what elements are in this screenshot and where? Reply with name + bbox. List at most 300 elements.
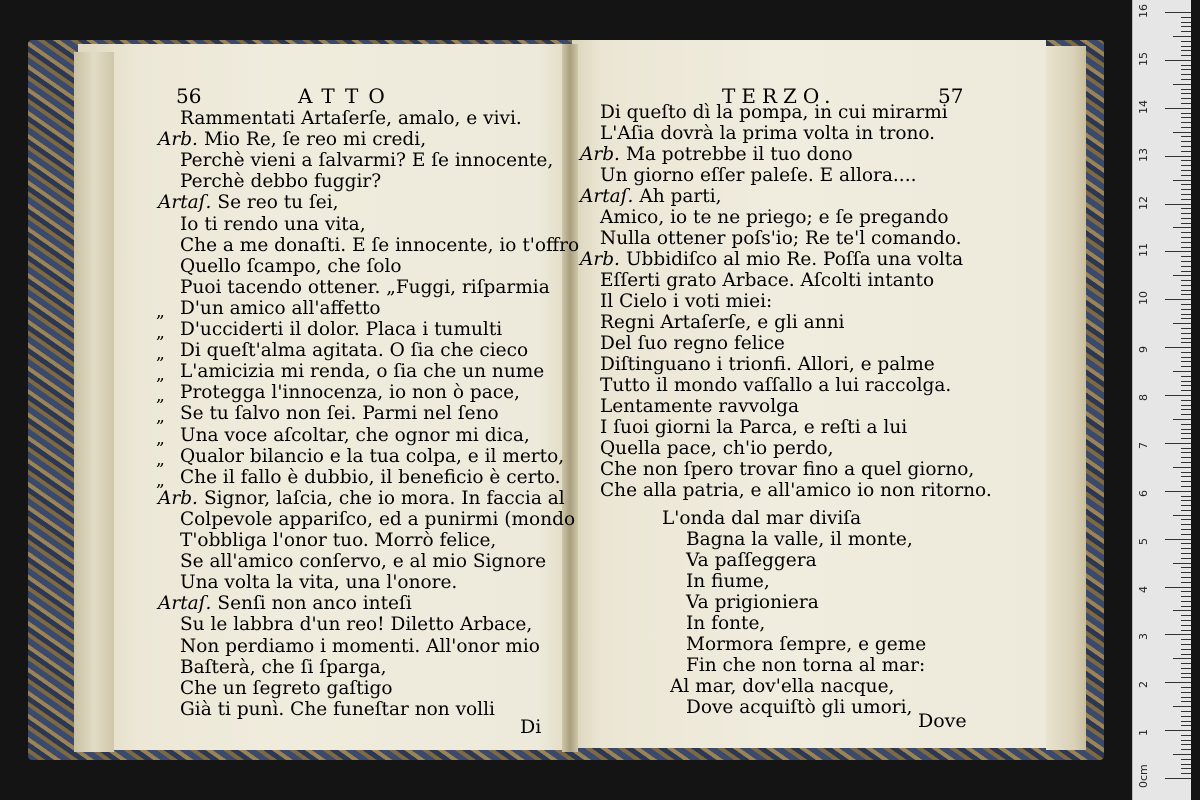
left-text-line xyxy=(158,595,412,614)
ruler-tick xyxy=(1181,692,1191,693)
ruler-tick xyxy=(1181,232,1191,233)
ruler-tick xyxy=(1181,735,1191,736)
ruler-tick xyxy=(1181,553,1191,554)
ruler-tick xyxy=(1181,429,1191,430)
left-text-line xyxy=(180,445,565,467)
ruler-tick xyxy=(1181,701,1191,702)
ruler-tick xyxy=(1181,93,1191,94)
line-text: Perchè vieni a ſalvarmi? E ſe innocente, xyxy=(180,150,554,172)
left-text-line xyxy=(180,297,381,319)
ruler-tick xyxy=(1181,194,1191,195)
line-text: Che alla patria, e all'amico io non ritorno. xyxy=(600,480,992,501)
line-text: L'amicizia mi renda, o ſia che un nume xyxy=(180,361,545,383)
ruler-tick xyxy=(1181,486,1191,487)
ruler-tick xyxy=(1181,333,1191,334)
ruler-label: 9 xyxy=(1137,346,1150,354)
ruler-tick xyxy=(1173,754,1191,755)
ruler-tick xyxy=(1181,567,1191,568)
ruler-tick xyxy=(1181,309,1191,310)
ruler-tick xyxy=(1181,26,1191,27)
right-text-line xyxy=(600,209,949,228)
ruler-tick xyxy=(1181,558,1191,559)
ruler-tick xyxy=(1181,290,1191,291)
ruler-tick xyxy=(1181,342,1191,343)
ruler-tick xyxy=(1165,156,1191,157)
left-text-line xyxy=(158,487,565,509)
right-text-line xyxy=(600,482,992,501)
ruler-label: 10 xyxy=(1137,291,1150,306)
ruler-tick xyxy=(1165,395,1191,396)
ruler-tick xyxy=(1181,208,1191,209)
ruler-tick xyxy=(1173,180,1191,181)
ruler-tick xyxy=(1181,338,1191,339)
speaker-label: Artaſ. xyxy=(580,186,634,207)
ruler-tick xyxy=(1181,314,1191,315)
ruler-tick xyxy=(1181,218,1191,219)
ruler-tick xyxy=(1181,79,1191,80)
line-text: Di queſt'alma agitata. O ſia che cieco xyxy=(180,340,529,362)
ruler-tick xyxy=(1181,405,1191,406)
ruler-tick xyxy=(1181,247,1191,248)
ruler-tick xyxy=(1181,639,1191,640)
right-text-line xyxy=(580,251,963,270)
speaker-label: Arb. xyxy=(158,129,198,151)
right-text-line xyxy=(580,188,722,207)
right-text-line xyxy=(600,104,948,123)
line-text: Già ti punì. Che funeſtar non volli xyxy=(180,698,495,720)
ruler-tick xyxy=(1181,65,1191,66)
ruler-tick xyxy=(1181,654,1191,655)
ruler-tick xyxy=(1181,534,1191,535)
speaker-label: Artaſ. xyxy=(158,593,212,615)
aria-line: Va paſſeggera xyxy=(686,550,817,571)
margin-quote-mark: „ xyxy=(156,407,165,428)
ruler-tick xyxy=(1181,151,1191,152)
left-text-line xyxy=(180,466,561,488)
margin-quote-mark: „ xyxy=(156,470,165,491)
left-text-line xyxy=(180,276,550,298)
aria-line: Mormora ſempre, e geme xyxy=(686,634,927,655)
ruler-tick xyxy=(1173,706,1191,707)
ruler-tick xyxy=(1165,60,1191,61)
ruler-label: 5 xyxy=(1137,537,1150,545)
right-text-line xyxy=(600,167,916,186)
line-text: Che non ſpero trovar fino a quel giorno, xyxy=(600,459,975,480)
ruler-tick xyxy=(1181,113,1191,114)
ruler-tick xyxy=(1181,457,1191,458)
ruler-tick xyxy=(1181,725,1191,726)
ruler-tick xyxy=(1181,50,1191,51)
ruler-tick xyxy=(1181,31,1191,32)
binding-stub xyxy=(74,52,114,752)
ruler-tick xyxy=(1181,409,1191,410)
ruler-tick xyxy=(1181,304,1191,305)
right-text-line xyxy=(600,419,907,438)
left-text-line xyxy=(180,574,457,593)
ruler-tick xyxy=(1181,644,1191,645)
left-text-line xyxy=(180,234,580,256)
speaker-label: Arb. xyxy=(580,249,620,270)
line-text: Quello ſcampo, che ſolo xyxy=(180,255,402,277)
line-text: Senſi non anco inteſi xyxy=(217,593,412,615)
ruler-tick xyxy=(1181,352,1191,353)
left-text-line xyxy=(180,424,530,446)
line-text: L'Aſia dovrà la prima volta in trono. xyxy=(600,123,936,144)
ruler-tick xyxy=(1181,572,1191,573)
ruler-tick xyxy=(1181,697,1191,698)
left-text-line xyxy=(180,255,402,277)
line-text: Ma potrebbe il tuo dono xyxy=(625,144,853,165)
ruler-tick xyxy=(1181,424,1191,425)
line-text: Tutto il mondo vaſſallo a lui raccolga. xyxy=(600,375,952,396)
left-text-line xyxy=(180,384,520,403)
ruler-tick xyxy=(1181,673,1191,674)
ruler-label: 8 xyxy=(1137,394,1150,401)
ruler-tick xyxy=(1181,591,1191,592)
right-running-head: TERZO. xyxy=(722,84,837,108)
left-text-line xyxy=(180,405,499,424)
left-text-line xyxy=(180,532,496,551)
ruler-tick xyxy=(1181,328,1191,329)
ruler-tick xyxy=(1173,371,1191,372)
ruler-tick xyxy=(1181,103,1191,104)
left-text-line xyxy=(180,553,546,572)
line-text: Rammentati Artaſerſe, amalo, e vivi. xyxy=(180,108,522,129)
ruler-label: 15 xyxy=(1137,51,1150,66)
ruler-tick xyxy=(1173,610,1191,611)
ruler-label: 1 xyxy=(1137,729,1150,737)
ruler-tick xyxy=(1165,682,1191,683)
aria-line: In fiume, xyxy=(686,571,770,592)
left-text-line xyxy=(158,131,426,150)
ruler-tick xyxy=(1181,400,1191,401)
ruler-tick xyxy=(1181,184,1191,185)
ruler-tick xyxy=(1181,577,1191,578)
ruler-tick xyxy=(1181,366,1191,367)
left-text-line xyxy=(180,698,495,720)
ruler-tick xyxy=(1181,606,1191,607)
line-text: Nulla ottener poſs'io; Re te'l comando. xyxy=(600,228,962,249)
line-text: Ubbidiſco al mio Re. Poſſa una volta xyxy=(625,249,964,270)
ruler-tick xyxy=(1173,323,1191,324)
line-text: Colpevole appariſco, ed a punirmi (mondo xyxy=(180,508,576,530)
left-text-line xyxy=(180,321,502,340)
ruler-tick xyxy=(1181,677,1191,678)
ruler-tick xyxy=(1181,596,1191,597)
ruler-tick xyxy=(1165,539,1191,540)
ruler-tick xyxy=(1181,500,1191,501)
ruler-tick xyxy=(1181,146,1191,147)
ruler-tick xyxy=(1181,242,1191,243)
right-text-line xyxy=(600,398,799,417)
ruler-tick xyxy=(1181,582,1191,583)
ruler-tick xyxy=(1181,433,1191,434)
left-text-line xyxy=(180,152,553,171)
ruler-tick xyxy=(1181,519,1191,520)
right-text-line xyxy=(600,461,974,480)
right-text-line xyxy=(600,230,962,249)
ruler-tick xyxy=(1181,543,1191,544)
line-text: Il Cielo i voti miei: xyxy=(600,291,773,312)
ruler-tick xyxy=(1181,381,1191,382)
ruler-tick xyxy=(1173,36,1191,37)
ruler-tick xyxy=(1181,165,1191,166)
ruler-tick xyxy=(1181,98,1191,99)
ruler-tick xyxy=(1173,275,1191,276)
ruler-label: 7 xyxy=(1137,441,1150,449)
left-text-line xyxy=(180,363,544,382)
line-text: Che il fallo è dubbio, il beneficio è certo. xyxy=(180,466,561,488)
line-text: Lentamente ravvolga xyxy=(600,396,799,417)
line-text: Puoi tacendo ottener. „Fuggi, riſparmia xyxy=(180,276,550,298)
ruler-tick xyxy=(1181,649,1191,650)
margin-quote-mark: „ xyxy=(156,323,165,343)
line-text: Signor, laſcia, che io mora. In faccia al xyxy=(203,487,565,509)
book-gutter xyxy=(562,44,578,752)
margin-quote-mark: „ xyxy=(156,449,165,470)
ruler-tick xyxy=(1181,223,1191,224)
ruler-label: 14 xyxy=(1137,99,1150,114)
ruler-tick xyxy=(1181,361,1191,362)
ruler-tick xyxy=(1165,347,1191,348)
ruler-tick xyxy=(1181,237,1191,238)
ruler-tick xyxy=(1181,136,1191,137)
left-text-line xyxy=(180,656,387,678)
ruler-tick xyxy=(1181,160,1191,161)
ruler-label: 12 xyxy=(1137,195,1150,210)
ruler-tick xyxy=(1181,189,1191,190)
left-page-number: 56 xyxy=(176,84,202,108)
left-text-line xyxy=(180,635,540,657)
ruler-tick xyxy=(1165,491,1191,492)
ruler-tick xyxy=(1181,357,1191,358)
left-text-line xyxy=(158,194,339,213)
ruler-tick xyxy=(1181,496,1191,497)
measurement-ruler xyxy=(1132,0,1191,800)
ruler-tick xyxy=(1181,687,1191,688)
ruler-tick xyxy=(1181,448,1191,449)
ruler-label: 6 xyxy=(1137,489,1150,497)
ruler-tick xyxy=(1181,122,1191,123)
ruler-tick xyxy=(1181,170,1191,171)
ruler-tick xyxy=(1181,716,1191,717)
line-text: Eſſerti grato Arbace. Aſcolti intanto xyxy=(600,270,935,291)
line-text: Un giorno eſſer paleſe. E allora.... xyxy=(600,165,917,186)
right-text-line xyxy=(600,125,935,144)
line-text: Se all'amico conſervo, e al mio Signore xyxy=(180,551,547,573)
ruler-tick xyxy=(1181,390,1191,391)
line-text: Amico, io te ne priego; e ſe pregando xyxy=(600,207,949,228)
ruler-tick xyxy=(1181,213,1191,214)
ruler-tick xyxy=(1181,668,1191,669)
ruler-tick xyxy=(1181,256,1191,257)
ruler-tick xyxy=(1165,778,1191,779)
line-text: Che un ſegreto gaſtigo xyxy=(180,677,393,699)
ruler-tick xyxy=(1181,625,1191,626)
ruler-tick xyxy=(1173,419,1191,420)
ruler-tick xyxy=(1181,768,1191,769)
ruler-tick xyxy=(1165,587,1191,588)
aria-line: In fonte, xyxy=(686,613,766,634)
ruler-label: 0cm xyxy=(1137,764,1150,788)
right-text-line xyxy=(580,146,853,165)
speaker-label: Arb. xyxy=(158,487,198,509)
ruler-tick xyxy=(1181,740,1191,741)
line-text: Protegga l'innocenza, io non ò pace, xyxy=(180,382,520,404)
line-text: I ſuoi giorni la Parca, e reſti a lui xyxy=(600,417,908,438)
ruler-tick xyxy=(1181,438,1191,439)
ruler-tick xyxy=(1181,117,1191,118)
ruler-label: 2 xyxy=(1137,681,1150,689)
line-text: Se reo tu ſei, xyxy=(217,192,339,214)
line-text: Del ſuo regno felice xyxy=(600,333,785,354)
ruler-tick xyxy=(1181,524,1191,525)
ruler-tick xyxy=(1173,227,1191,228)
ruler-tick xyxy=(1181,452,1191,453)
right-text-line xyxy=(600,440,834,459)
left-catchword: Di xyxy=(520,716,542,738)
ruler-tick xyxy=(1181,285,1191,286)
ruler-tick xyxy=(1181,505,1191,506)
right-text-line xyxy=(600,377,951,396)
left-text-line xyxy=(180,110,522,129)
right-text-line xyxy=(600,335,785,354)
ruler-tick xyxy=(1181,414,1191,415)
ruler-tick xyxy=(1181,261,1191,262)
ruler-tick xyxy=(1181,620,1191,621)
ruler-tick xyxy=(1181,759,1191,760)
margin-quote-mark: „ xyxy=(156,301,165,322)
left-text-line xyxy=(180,213,366,235)
margin-quote-mark: „ xyxy=(156,428,165,449)
margin-quote-mark: „ xyxy=(156,365,165,386)
line-text: Non perdiamo i momenti. All'onor mio xyxy=(180,635,540,657)
line-text: Su le labbra d'un reo! Diletto Arbace, xyxy=(180,614,533,636)
margin-quote-mark: „ xyxy=(156,344,165,365)
ruler-tick xyxy=(1173,132,1191,133)
ruler-tick xyxy=(1181,721,1191,722)
ruler-tick xyxy=(1181,529,1191,530)
ruler-tick xyxy=(1165,108,1191,109)
left-text-line xyxy=(180,508,576,530)
ruler-tick xyxy=(1173,563,1191,564)
line-text: Perchè debbo fuggir? xyxy=(180,171,382,193)
ruler-tick xyxy=(1165,730,1191,731)
speaker-label: Artaſ. xyxy=(158,192,212,214)
right-text-line xyxy=(600,272,934,291)
right-text-line xyxy=(600,293,772,312)
ruler-tick xyxy=(1181,141,1191,142)
line-text: Una voce aſcoltar, che ognor mi dica, xyxy=(180,424,530,446)
aria-line: Dove acquiſtò gli umori, xyxy=(686,697,913,718)
ruler-tick xyxy=(1181,22,1191,23)
line-text: Una volta la vita, una l'onore. xyxy=(180,572,458,594)
ruler-tick xyxy=(1181,199,1191,200)
ruler-tick xyxy=(1181,89,1191,90)
ruler-tick xyxy=(1173,515,1191,516)
ruler-tick xyxy=(1181,385,1191,386)
line-text: Regni Artaſerſe, e gli anni xyxy=(600,312,845,333)
aria-line: L'onda dal mar diviſa xyxy=(662,508,862,529)
line-text: Se tu ſalvo non ſei. Parmi nel ſeno xyxy=(180,403,499,425)
right-text-line xyxy=(600,314,844,333)
ruler-tick xyxy=(1181,510,1191,511)
ruler-tick xyxy=(1181,271,1191,272)
left-running-head: ATTO xyxy=(298,84,395,108)
left-text-line xyxy=(180,677,393,699)
ruler-tick xyxy=(1181,294,1191,295)
ruler-tick xyxy=(1165,299,1191,300)
ruler-label: 13 xyxy=(1137,147,1150,162)
ruler-tick xyxy=(1181,476,1191,477)
line-text: Qualor bilancio e la tua colpa, e il merto, xyxy=(180,445,565,467)
ruler-tick xyxy=(1181,41,1191,42)
ruler-tick xyxy=(1181,55,1191,56)
ruler-tick xyxy=(1181,472,1191,473)
ruler-label: 3 xyxy=(1137,633,1150,641)
ruler-tick xyxy=(1181,266,1191,267)
speaker-label: Arb. xyxy=(580,144,620,165)
line-text: D'un amico all'affetto xyxy=(180,297,381,319)
ruler-tick xyxy=(1181,376,1191,377)
ruler-tick xyxy=(1181,711,1191,712)
aria-line: Fin che non torna al mar: xyxy=(686,655,926,676)
ruler-tick xyxy=(1181,462,1191,463)
ruler-tick xyxy=(1173,658,1191,659)
right-page-number: 57 xyxy=(938,84,964,108)
line-text: Di queſto dì la pompa, in cui mirarmi xyxy=(600,102,948,123)
ruler-label: 11 xyxy=(1137,243,1150,258)
ruler-tick xyxy=(1181,773,1191,774)
ruler-tick xyxy=(1165,634,1191,635)
ruler-tick xyxy=(1181,663,1191,664)
ruler-tick xyxy=(1181,127,1191,128)
ruler-tick xyxy=(1165,443,1191,444)
margin-quote-mark: „ xyxy=(156,386,165,407)
ruler-tick xyxy=(1181,548,1191,549)
ruler-tick xyxy=(1181,615,1191,616)
right-text-line xyxy=(600,356,935,375)
ruler-tick xyxy=(1181,481,1191,482)
ruler-tick xyxy=(1181,69,1191,70)
ruler-tick xyxy=(1181,744,1191,745)
line-text: Quella pace, ch'io perdo, xyxy=(600,438,834,459)
ruler-tick xyxy=(1181,601,1191,602)
ruler-label: 16 xyxy=(1137,4,1150,18)
ruler-tick xyxy=(1165,12,1191,13)
ruler-tick xyxy=(1173,467,1191,468)
ruler-tick xyxy=(1181,630,1191,631)
ruler-label: 4 xyxy=(1137,585,1150,593)
ruler-tick xyxy=(1181,280,1191,281)
left-text-line xyxy=(180,173,381,192)
line-text: Diſtinguano i trionfi. Allori, e palme xyxy=(600,354,935,375)
right-catchword: Dove xyxy=(918,710,967,732)
left-text-line xyxy=(180,342,528,361)
aria-line: Al mar, dov'ella nacque, xyxy=(670,676,895,697)
ruler-tick xyxy=(1181,318,1191,319)
line-text: Ah parti, xyxy=(639,186,722,207)
line-text: T'obbliga l'onor tuo. Morrò felice, xyxy=(180,530,497,551)
ruler-tick xyxy=(1181,46,1191,47)
ruler-tick xyxy=(1181,74,1191,75)
aria-line: Va prigioniera xyxy=(686,592,819,613)
aria-line: Bagna la valle, il monte, xyxy=(686,529,913,550)
right-endpaper xyxy=(1046,46,1086,750)
ruler-tick xyxy=(1181,175,1191,176)
line-text: D'ucciderti il dolor. Placa i tumulti xyxy=(180,319,503,340)
line-text: Mio Re, ſe reo mi credi, xyxy=(203,129,427,151)
